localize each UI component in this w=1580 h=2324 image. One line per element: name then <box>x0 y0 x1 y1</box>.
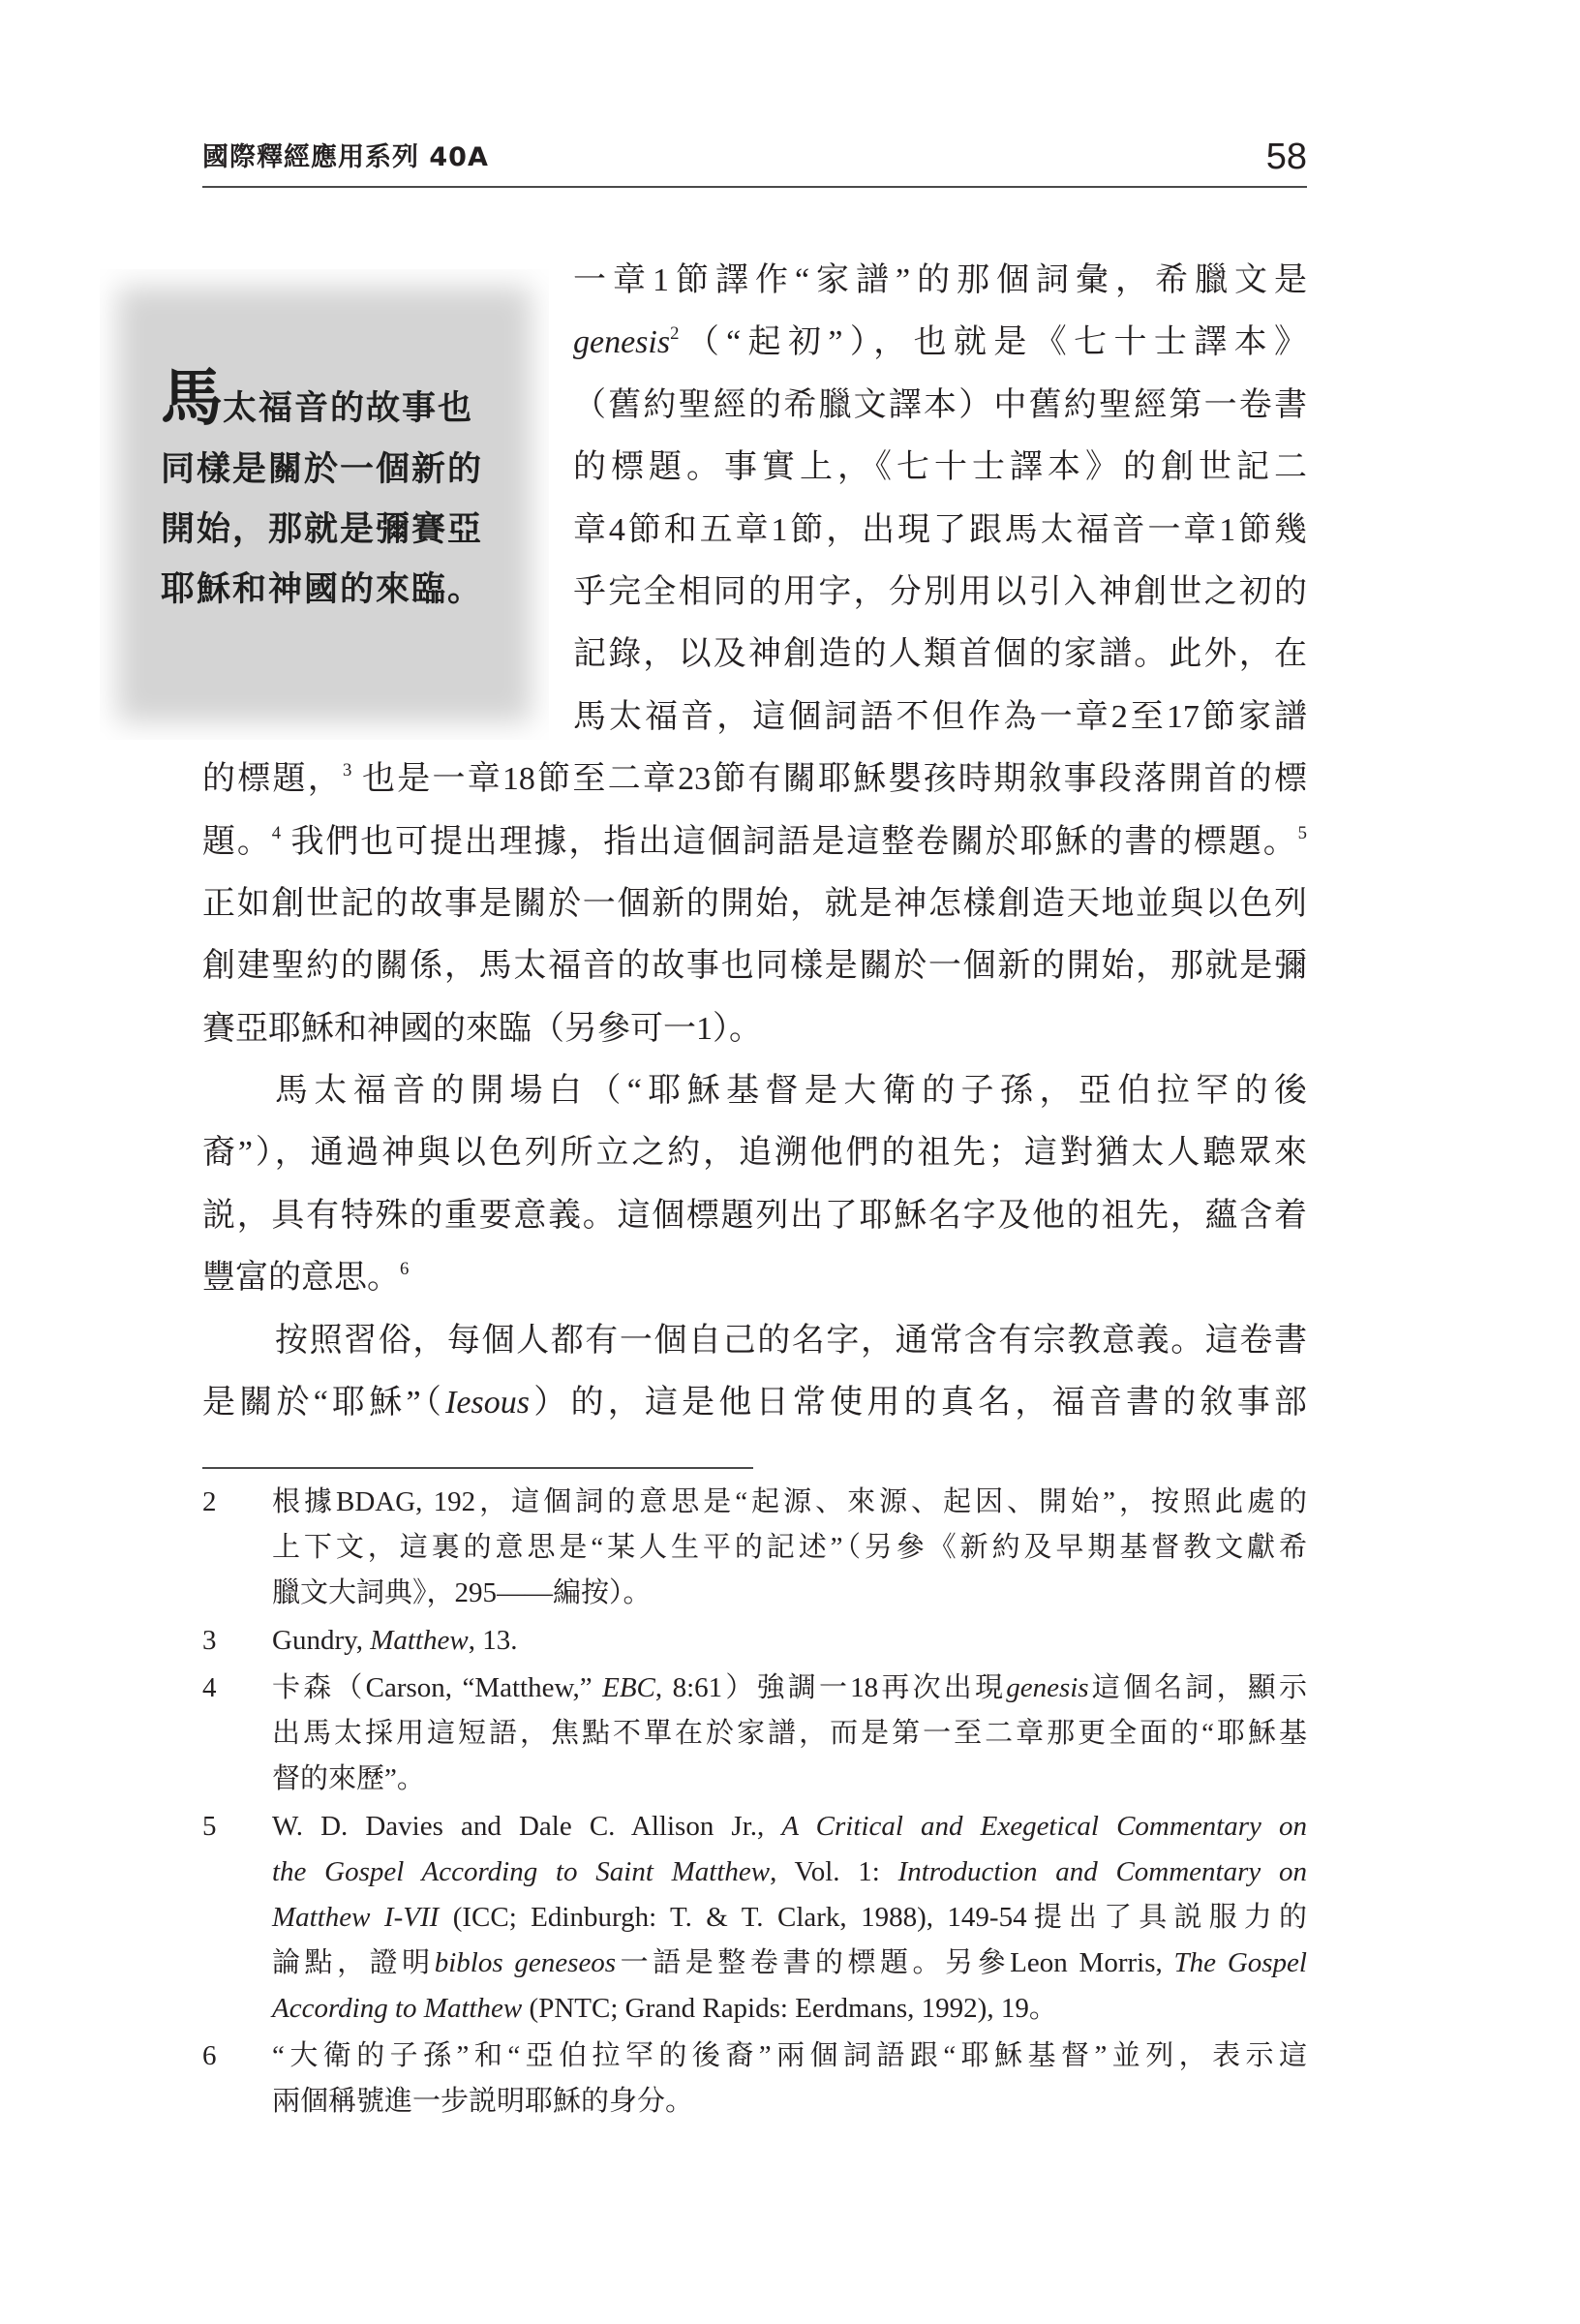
footnote-text <box>272 2034 1307 2125</box>
italic-text: Introduction and Commentary on <box>897 1856 1307 1887</box>
text-run: 賽亞耶穌和神國的來臨（另參可一1）。 <box>202 1010 762 1047</box>
text-run: （“起初”），也就是《七十士譯本》 <box>679 324 1307 361</box>
text-run: (ICC; Edinburgh: T. & T. Clark, 1988), 149-54提出了具説服力的 <box>439 1902 1307 1933</box>
text-line <box>202 1185 1307 1247</box>
text-run: 創建聖約的關係，馬太福音的故事也同樣是關於一個新的開始，那就是彌 <box>202 948 1307 985</box>
text-run: , 8:61）強調一18再次出現 <box>654 1672 1007 1703</box>
text-run: 兩個稱號進一步説明耶穌的身分。 <box>272 2086 694 2117</box>
footnote-line <box>272 1941 1307 1986</box>
footnote-line <box>272 1480 1307 1525</box>
text-run: (PNTC; Grand Rapids: Eerdmans, 1992), 19。 <box>522 1993 1057 2024</box>
pull-quote-line-text: 太福音的故事也 <box>223 389 474 428</box>
footnote-line <box>272 1571 1307 1616</box>
footnote-line <box>272 1850 1307 1895</box>
text-run: 一語是整卷書的標題。另參Leon Morris, <box>616 1947 1174 1978</box>
text-run: 乎完全相同的用字，分別用以引入神創世之初的 <box>573 573 1307 610</box>
paragraph <box>202 1310 1307 1435</box>
text-line <box>573 624 1307 686</box>
text-line <box>202 1122 1307 1184</box>
text-run: 根據BDAG, 192，這個詞的意思是“起源、來源、起因、開始”，按照此處的 <box>272 1486 1307 1517</box>
footnotes <box>202 1480 1307 2125</box>
text-line <box>573 250 1307 312</box>
text-run: 裔”），通過神與以色列所立之約，追溯他們的祖先；這對猶太人聽眾來 <box>202 1135 1307 1172</box>
text-run: 的標題。事實上，《七十士譯本》的創世記二 <box>573 449 1307 486</box>
text-run: 的標題， <box>202 761 343 798</box>
header-rule <box>202 186 1307 188</box>
text-run: 卡森（Carson, “Matthew,” <box>272 1672 603 1703</box>
text-line <box>573 687 1307 749</box>
footnote-text <box>272 1804 1307 2032</box>
text-line <box>202 998 1307 1060</box>
text-line <box>573 312 1307 374</box>
text-line <box>202 1310 1307 1372</box>
text-run: “大衛的子孫”和“亞伯拉罕的後裔”兩個詞語跟“耶穌基督”並列，表示這 <box>272 2040 1307 2071</box>
footnote-number: 3 <box>202 1625 217 1656</box>
footnote-reference: 6 <box>400 1259 410 1280</box>
footnote <box>202 2034 1307 2125</box>
text-run: ）的，這是他日常使用的真名，福音書的敘事部 <box>529 1385 1307 1422</box>
footnote-line <box>272 1618 1307 1664</box>
text-line <box>202 1372 1307 1434</box>
italic-text: The Gospel <box>1173 1947 1307 1978</box>
italic-text: Matthew <box>370 1625 469 1656</box>
text-run: 正如創世記的故事是關於一個新的開始，就是神怎樣創造天地並與以色列 <box>202 885 1307 922</box>
footnote-line <box>272 2034 1307 2079</box>
text-run: 督的來歷”。 <box>272 1763 425 1794</box>
footnote-reference: 4 <box>271 822 282 843</box>
pull-quote-drop-cap: 馬 <box>161 363 223 435</box>
italic-text: EBC <box>602 1672 655 1703</box>
italic-text: According to Matthew <box>272 1993 523 2024</box>
footnote-reference: 3 <box>342 760 352 781</box>
footnote-reference: 5 <box>1297 822 1308 843</box>
italic-text: genesis <box>573 324 671 361</box>
text-run: 題。 <box>202 823 272 860</box>
text-run: 記錄，以及神創造的人類首個的家譜。此外，在 <box>573 636 1307 673</box>
text-line <box>573 500 1307 562</box>
text-run: 馬太福音的開場白（“耶穌基督是大衛的子孫，亞伯拉罕的後 <box>275 1073 1307 1110</box>
text-run: 也是一章18節至二章23節有關耶穌嬰孩時期敘事段落開首的標 <box>351 761 1308 798</box>
text-line <box>202 935 1307 997</box>
italic-text: the Gospel According to Saint Matthew <box>272 1856 771 1887</box>
page-number: 58 <box>1265 137 1307 177</box>
footnote-line <box>272 1757 1307 1802</box>
text-line <box>573 562 1307 624</box>
body-text <box>202 250 1307 1434</box>
text-run: 臘文大詞典》，295——編按）。 <box>272 1577 652 1608</box>
text-run: , Vol. 1: <box>770 1856 898 1887</box>
text-line <box>202 811 1307 873</box>
text-run: W. D. Davies and Dale C. Allison Jr., <box>272 1811 782 1842</box>
italic-text: Matthew I-VII <box>272 1902 440 1933</box>
italic-text: Iesous <box>445 1385 530 1422</box>
text-run: 論點，證明 <box>272 1947 435 1978</box>
text-run: 上下文，這裏的意思是“某人生平的記述”（另參《新約及早期基督教文獻希 <box>272 1532 1307 1563</box>
italic-text: biblos geneseos <box>434 1947 617 1978</box>
text-line <box>573 437 1307 499</box>
pull-quote-line: 同樣是關於一個新的 <box>161 450 484 489</box>
text-run: Gundry, <box>272 1625 371 1656</box>
footnote-text <box>272 1666 1307 1802</box>
text-run: 是關於“耶穌”（ <box>202 1385 446 1422</box>
footnote-line <box>272 1666 1307 1711</box>
text-run: 章4節和五章1節，出現了跟馬太福音一章1節幾 <box>573 511 1307 548</box>
pull-quote-line: 開始，那就是彌賽亞 <box>161 510 484 549</box>
text-run: , 13. <box>468 1625 518 1656</box>
running-header-title: 國際釋經應用系列 40A <box>202 142 489 172</box>
footnote <box>202 1666 1307 1802</box>
text-line <box>202 1247 1307 1309</box>
text-run: 馬太福音，這個詞語不但作為一章2至17節家譜 <box>573 698 1307 735</box>
footnote-number: 6 <box>202 2040 217 2071</box>
footnote-text <box>272 1480 1307 1616</box>
text-line <box>202 749 1307 810</box>
text-line <box>202 1060 1307 1122</box>
italic-text: A Critical and Exegetical Commentary on <box>781 1811 1308 1842</box>
text-run: 説，具有特殊的重要意義。這個標題列出了耶穌名字及他的祖先，蘊含着 <box>202 1197 1307 1234</box>
text-line <box>573 375 1307 437</box>
footnote-reference: 2 <box>670 323 680 345</box>
footnote <box>202 1804 1307 2032</box>
footnote-line <box>272 1711 1307 1757</box>
text-line <box>202 873 1307 935</box>
footnote-number: 5 <box>202 1811 217 1842</box>
paragraph <box>202 1060 1307 1310</box>
text-run: 出馬太採用這短語，焦點不單在於家譜，而是第一至二章那更全面的“耶穌基 <box>272 1718 1307 1749</box>
text-run: （舊約聖經的希臘文譯本）中舊約聖經第一卷書 <box>573 386 1307 423</box>
text-run: 這個名詞，顯示 <box>1088 1672 1307 1703</box>
footnote-line <box>272 1525 1307 1571</box>
footnote-line <box>272 1804 1307 1850</box>
text-run: 我們也可提出理據，指出這個詞語是這整卷關於耶穌的書的標題。 <box>281 823 1298 860</box>
footnote-number: 2 <box>202 1486 217 1517</box>
text-run: 一章1節譯作“家譜”的那個詞彙，希臘文是 <box>573 262 1307 298</box>
footnote-line <box>272 1895 1307 1941</box>
italic-text: genesis <box>1006 1672 1089 1703</box>
paragraph <box>202 250 1307 1060</box>
footnote-number: 4 <box>202 1672 217 1703</box>
footnote-line <box>272 2079 1307 2125</box>
footnote <box>202 1480 1307 1616</box>
footnote-line <box>272 1986 1307 2032</box>
footnote-rule <box>202 1467 753 1469</box>
pull-quote-line: 耶穌和神國的來臨。 <box>161 570 484 609</box>
footnote-text <box>272 1618 1307 1664</box>
text-run: 按照習俗，每個人都有一個自己的名字，通常含有宗教意義。這卷書 <box>275 1322 1307 1359</box>
footnote <box>202 1618 1307 1664</box>
text-run: 豐富的意思。 <box>202 1260 400 1297</box>
